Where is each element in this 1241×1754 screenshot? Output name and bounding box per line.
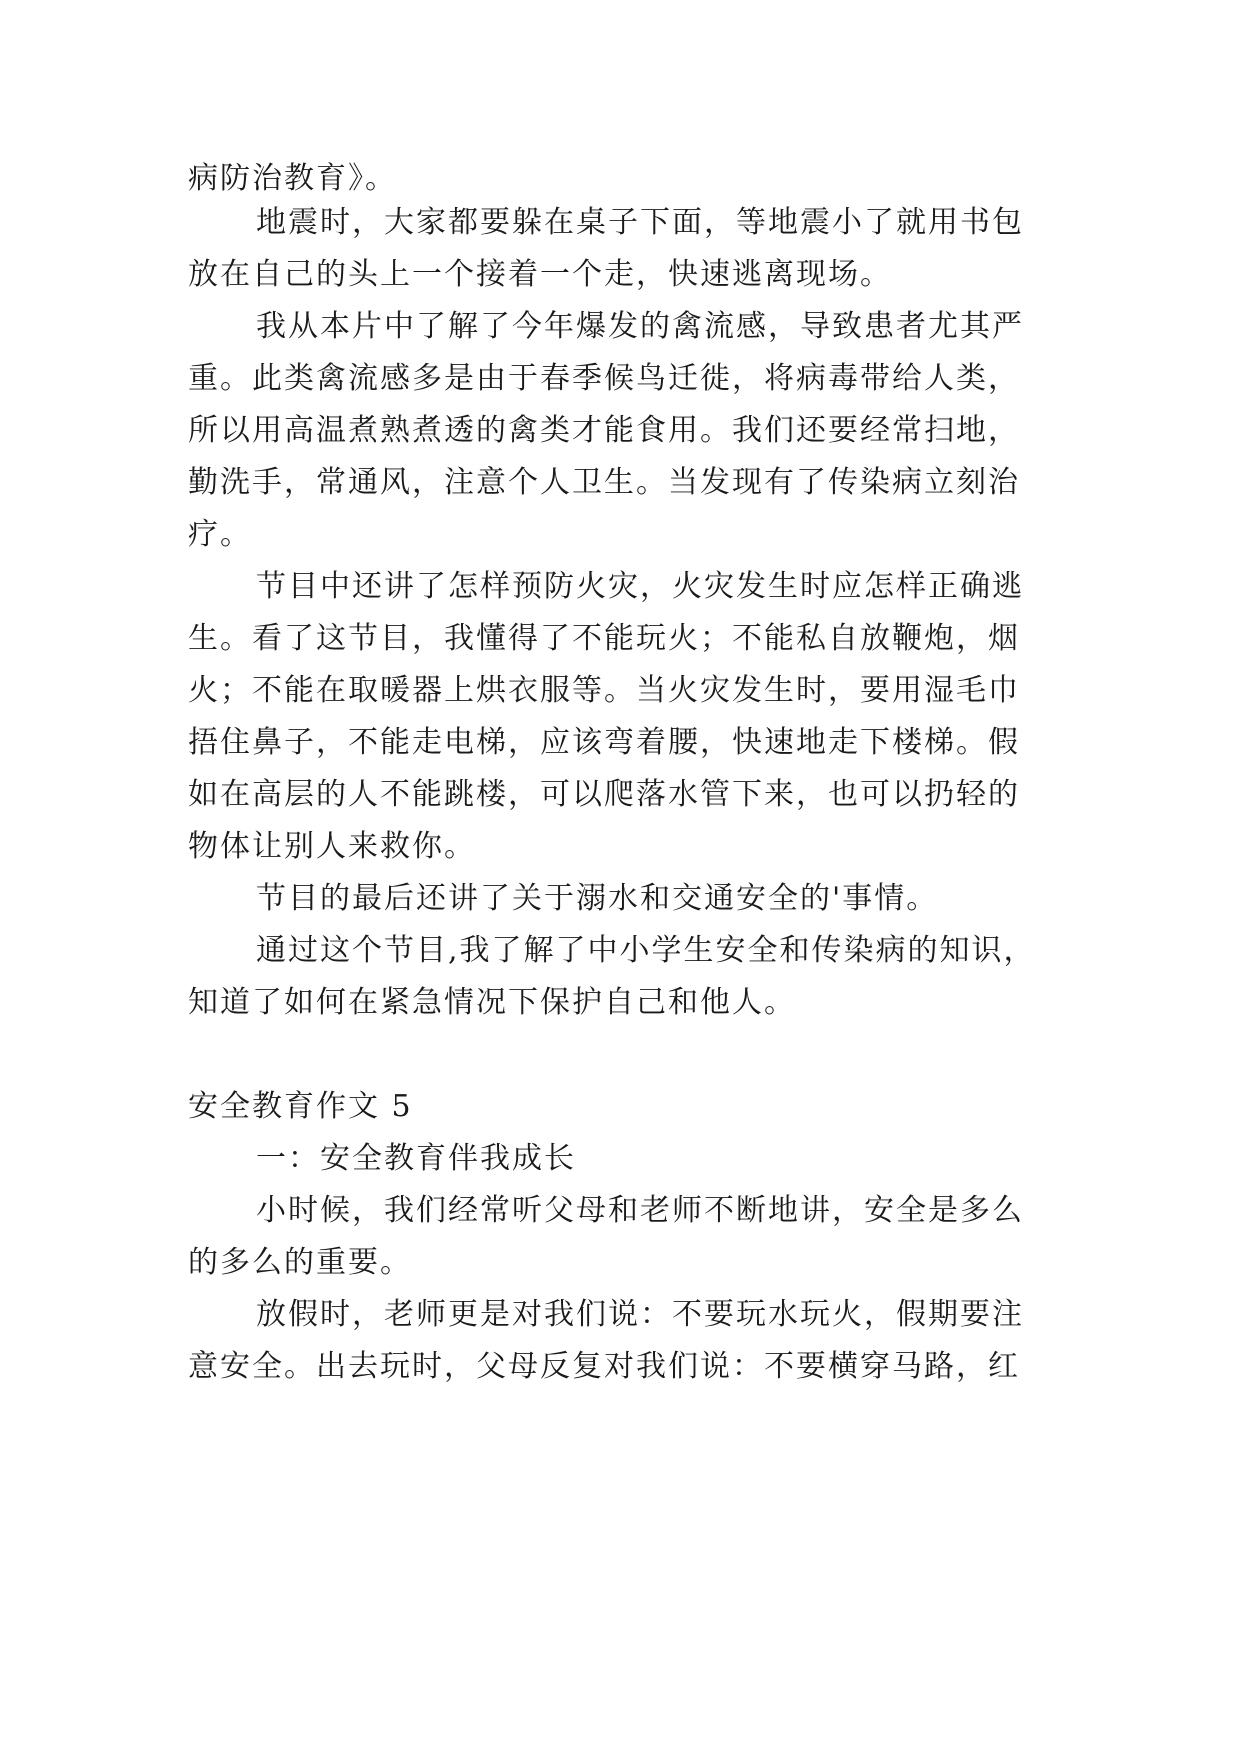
text-line: 一：安全教育伴我成长 (256, 1141, 576, 1176)
text-line: 放在自己的头上一个接着一个走，快速逃离现场。 (188, 257, 892, 292)
text-line: 放假时，老师更是对我们说：不要玩水玩火，假期要注 (256, 1297, 1024, 1332)
text-line: 节目的最后还讲了关于溺水和交通安全的'事情。 (256, 881, 939, 916)
text-line: 物体让别人来救你。 (188, 829, 476, 864)
text-line: 病防治教育》。 (188, 161, 397, 196)
text-line: 火；不能在取暖器上烘衣服等。当火灾发生时，要用湿毛巾 (188, 673, 1020, 708)
text-line: 所以用高温煮熟煮透的禽类才能食用。我们还要经常扫地， (188, 413, 1020, 448)
text-line: 疗。 (188, 517, 252, 552)
text-line: 地震时，大家都要躲在桌子下面，等地震小了就用书包 (256, 205, 1024, 240)
text-line: 的多么的重要。 (188, 1245, 412, 1280)
text-line: 小时候，我们经常听父母和老师不断地讲，安全是多么 (256, 1193, 1024, 1228)
text-line: 捂住鼻子，不能走电梯，应该弯着腰，快速地走下楼梯。假 (188, 725, 1020, 760)
text-line: 重。此类禽流感多是由于春季候鸟迁徙，将病毒带给人类， (188, 361, 1020, 396)
text-line: 知道了如何在紧急情况下保护自己和他人。 (188, 985, 796, 1020)
text-line: 如在高层的人不能跳楼，可以爬落水管下来，也可以扔轻的 (188, 777, 1020, 812)
text-line: 意安全。出去玩时，父母反复对我们说：不要横穿马路，红 (188, 1349, 1020, 1384)
text-line: 勤洗手，常通风，注意个人卫生。当发现有了传染病立刻治 (188, 465, 1020, 500)
text-line: 生。看了这节目，我懂得了不能玩火；不能私自放鞭炮，烟 (188, 621, 1020, 656)
text-line: 我从本片中了解了今年爆发的禽流感，导致患者尤其严 (256, 309, 1024, 344)
section-heading: 安全教育作文 5 (188, 1089, 413, 1124)
text-line: 节目中还讲了怎样预防火灾，火灾发生时应怎样正确逃 (256, 569, 1024, 604)
text-line: 通过这个节目,我了解了中小学生安全和传染病的知识， (256, 933, 1036, 968)
